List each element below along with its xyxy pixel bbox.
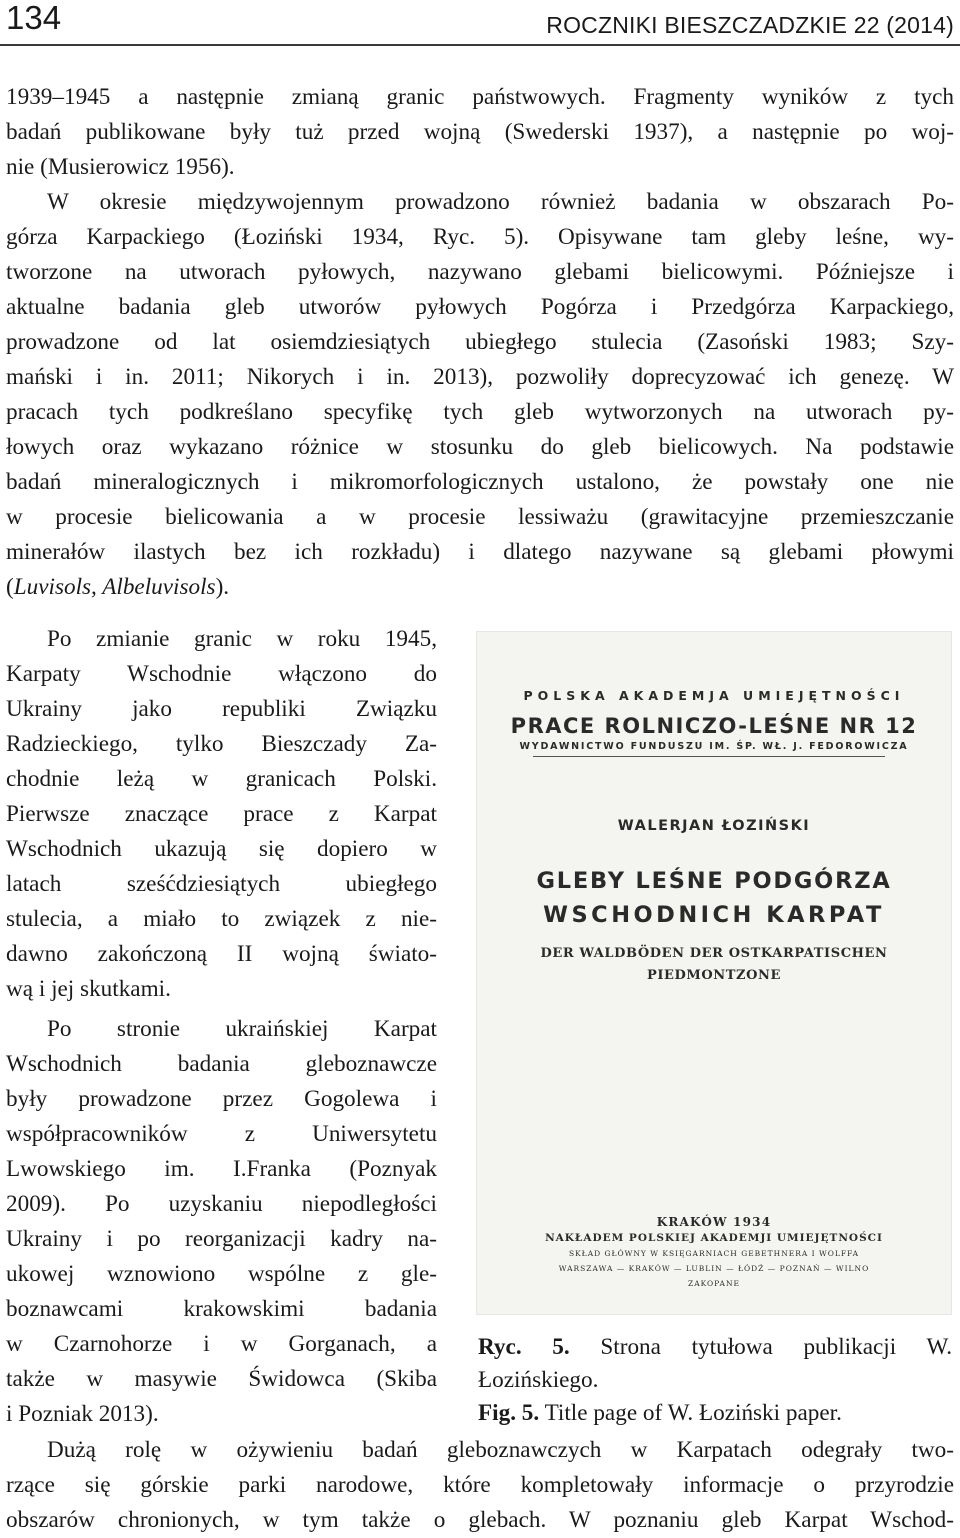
text-line: Po zmianie granic w roku 1945, — [47, 626, 437, 652]
caption-en-text: Title page of W. Łoziński paper. — [544, 1400, 842, 1426]
figure-subtitle-line-1: DER WALDBÖDEN DER OSTKARPATISCHEN — [540, 946, 888, 961]
text-line: Wschodnich ukazują się dopiero w — [6, 836, 437, 862]
text-line: tworzone na utworach pyłowych, nazywano glebami bielicowymi. Późniejsze i — [6, 259, 954, 285]
caption-pl-text: Strona tytułowa publikacji W. — [600, 1334, 952, 1360]
text-line: Ukrainy i po reorganizacji kadry na- — [6, 1226, 437, 1252]
text-line: Karpaty Wschodnie włączono do — [6, 661, 437, 687]
text-line: Wschodnich badania gleboznawcze — [6, 1051, 437, 1077]
text-line: wą i jej skutkami. — [6, 976, 171, 1002]
page-header — [0, 0, 960, 46]
caption-en — [478, 1397, 952, 1430]
text-line: Pierwsze znaczące prace z Karpat — [6, 801, 437, 827]
text-line: prowadzone od lat osiemdziesiątych ubiegłego stulecia (Zasoński 1983; Szy- — [6, 329, 954, 355]
figure-fund: WYDAWNICTWO FUNDUSZU IM. ŚP. WŁ. J. FEDOROWICZA — [519, 741, 909, 752]
text-line: minerałów ilastych bez ich rozkładu) i dlatego nazywane są glebami płowymi — [6, 539, 954, 565]
caption-pl-continued: Łozińskiego. — [478, 1367, 599, 1393]
figure-imprint-city: KRAKÓW 1934 — [656, 1215, 772, 1229]
text-line: obszarów chronionych, w tym także o glebach. W poznaniu gleb Karpat Wschod- — [6, 1507, 954, 1533]
text-line: Lwowskiego im. I.Franka (Poznyak — [6, 1156, 437, 1182]
text-line: i Pozniak 2013). — [6, 1401, 159, 1427]
figure-imprint-cities: WARSZAWA — KRAKÓW — LUBLIN — ŁÓDŹ — POZNAŃ — WILNO — [558, 1264, 870, 1273]
text-line: Radzieckiego, tylko Bieszczady Za- — [6, 731, 437, 757]
figure-title-line-2: WSCHODNICH KARPAT — [543, 902, 885, 928]
figure-title-line-1: GLEBY LEŚNE PODGÓRZA — [536, 868, 892, 894]
text-line: rzące się górskie parki narodowe, które kompletowały informacje o przyrodzie — [6, 1472, 954, 1498]
text-line — [6, 570, 954, 605]
text-line: były prowadzone przez Gogolewa i — [6, 1086, 437, 1112]
text-fragment: ( — [6, 574, 14, 600]
text-line: górza Karpackiego (Łoziński 1934, Ryc. 5). Opisywane tam gleby leśne, wy- — [6, 224, 954, 250]
text-line: Dużą rolę w ożywieniu badań gleboznawczych w Karpatach odegrały two- — [47, 1437, 954, 1463]
text-line: aktualne badania gleb utworów pyłowych Pogórza i Przedgórza Karpackiego, — [6, 294, 954, 320]
text-line: Po stronie ukraińskiej Karpat — [47, 1016, 437, 1042]
text-line: w procesie bielicowania a w procesie lessiważu (grawitacyjne przemieszczanie — [6, 504, 954, 530]
text-line: łowych oraz wykazano różnice w stosunku do gleb bielicowych. Na podstawie — [6, 434, 954, 460]
figure-title-page — [476, 631, 952, 1315]
figure-imprint-distribution: SKŁAD GŁÓWNY W KSIĘGARNIACH GEBETHNERA I WOLFFA — [568, 1249, 860, 1258]
text-line: W okresie międzywojennym prowadzono również badania w obszarach Po- — [47, 189, 954, 215]
text-line: latach sześćdziesiątych ubiegłego — [6, 871, 437, 897]
text-line: stulecia, a miało to związek z nie- — [6, 906, 437, 932]
text-line: 1939–1945 a następnie zmianą granic państwowych. Fragmenty wyników z tych — [6, 84, 954, 110]
caption-en-label: Fig. 5. — [478, 1400, 540, 1426]
text-line: boznawcami krakowskimi badania — [6, 1296, 437, 1322]
caption-pl — [478, 1331, 952, 1364]
text-line: w Czarnohorze i w Gorganach, a — [6, 1331, 437, 1357]
figure-academy: POLSKA AKADEMJA UMIEJĘTNOŚCI — [523, 688, 905, 703]
figure-imprint-zakopane: ZAKOPANE — [688, 1279, 740, 1288]
text-line: 2009). Po uzyskaniu niepodległości — [6, 1191, 437, 1217]
caption-pl-label: Ryc. 5. — [478, 1334, 570, 1360]
page-number: 134 — [6, 0, 62, 36]
figure-subtitle-line-2: PIEDMONTZONE — [646, 968, 782, 983]
text-fragment: ). — [215, 574, 230, 600]
text-line: ukowej wznowiono wspólne z gle- — [6, 1261, 437, 1287]
figure-rule — [533, 756, 885, 757]
figure-author: WALERJAN ŁOZIŃSKI — [617, 818, 811, 834]
figure-series: PRACE ROLNICZO-LEŚNE NR 12 — [510, 714, 918, 738]
text-line: pracach tych podkreślano specyfikę tych gleb wytworzonych na utworach py- — [6, 399, 954, 425]
text-line: Ukrainy jako republiki Związku — [6, 696, 437, 722]
text-line: mański i in. 2011; Nikorych i in. 2013), pozwoliły doprecyzować ich genezę. W — [6, 364, 954, 390]
text-line: także w masywie Świdowca (Skiba — [6, 1366, 437, 1392]
text-line: badań mineralogicznych i mikromorfologicznych ustalono, że powstały one nie — [6, 469, 954, 495]
text-line: chodnie leżą w granicach Polski. — [6, 766, 437, 792]
text-line: dawno zakończoną II wojną świato- — [6, 941, 437, 967]
text-line: badań publikowane były tuż przed wojną (Swederski 1937), a następnie po woj- — [6, 119, 954, 145]
text-line: współpracowników z Uniwersytetu — [6, 1121, 437, 1147]
journal-title: ROCZNIKI BIESZCZADZKIE 22 (2014) — [546, 12, 954, 38]
italic-term: Luvisols, Albeluvisols — [13, 574, 216, 600]
header-rule — [0, 44, 960, 46]
figure-imprint-publisher: NAKŁADEM POLSKIEJ AKADEMJI UMIEJĘTNOŚCI — [545, 1232, 883, 1244]
text-line: nie (Musierowicz 1956). — [6, 154, 235, 180]
